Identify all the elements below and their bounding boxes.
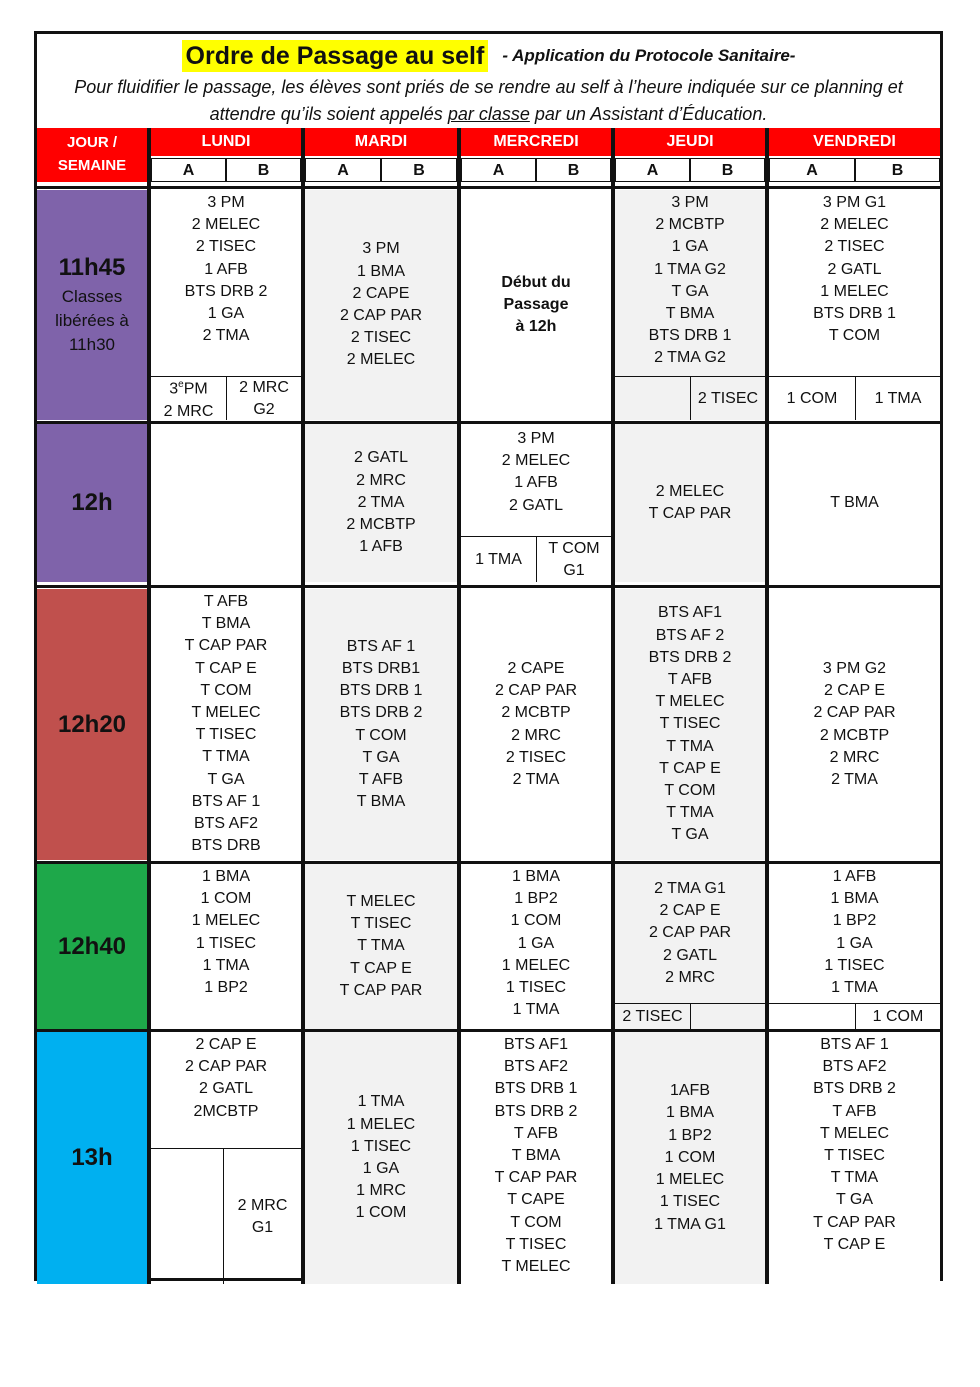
class-entry: 2 GATL [509,496,563,514]
class-entry: T GA [671,826,709,844]
cell-lundi-12h20 [151,589,301,860]
cell-mercredi-12h [461,424,611,536]
class-entry: T BMA [830,493,879,511]
cell-mardi-11h45 [305,190,457,420]
class-entry: BTS DRB 2 [813,1080,896,1098]
class-entry: 2 TMA [357,493,405,511]
time-slot-11h45 [37,190,147,420]
class-entry: T AFB [832,1102,877,1120]
subcell-a-lundi-13h [151,1148,223,1284]
cell-lundi-12h [151,424,301,582]
class-entry: 2 MELEC [346,351,416,369]
column-divider [457,128,461,1284]
cell-mercredi-13h [461,1032,611,1284]
class-entry: 2 TMA G2 [654,349,726,367]
cell-jeudi-12h [615,424,765,582]
subcell-a-vendredi-12h40 [769,1003,855,1029]
col-b-header: B [855,158,940,182]
class-entry: 1 MRC [356,1182,406,1200]
time-note: Classes libérées à 11h30 [55,287,129,354]
cell-mercredi-11h45 [461,190,611,420]
subcell-b-text [548,538,599,582]
class-entry: T MELEC [191,704,261,722]
subcell-b-lundi-13h [223,1148,301,1284]
class-entry: T TISEC [350,915,412,933]
class-entry: T AFB [203,593,249,610]
day-header-vendredi: VENDREDI [769,128,940,156]
intro-text: Pour fluidifier le passage, les élèves sont priés de se rendre au self à l’heure indiquée sur ce planning et attendre qu’ils soient appelés par classe par un Assistant d’Éducation. [74,77,903,124]
class-entry: T COM [355,726,407,744]
class-entry: 2 TISEC [195,238,257,256]
cell-vendredi-11h45 [769,190,940,376]
col-b-header: B [536,158,611,182]
cell-mardi-12h20 [305,589,457,860]
class-entry: T CAP PAR [494,1169,578,1187]
class-entry: 1 BP2 [832,912,877,930]
col-a-header: A [769,158,855,182]
class-entry: Passage [503,295,569,313]
class-entry: 3 PM G2 [822,659,887,677]
class-entry: T BMA [665,305,715,323]
class-entry: T MELEC [819,1124,890,1142]
class-entry: 1 BMA [511,868,560,885]
cell-jeudi-11h45 [615,190,765,376]
col-a-header: A [615,158,690,182]
class-entry: 1 TMA [831,979,878,997]
class-entry: BTS AF 2 [655,626,725,644]
class-entry: T GA [671,282,709,300]
cell-lundi-12h40 [151,864,301,1029]
class-entry: 2 MRC [237,1196,288,1214]
class-entry: 1 TMA [202,956,250,974]
class-entry: 2 CAP E [823,682,886,700]
class-entry: 2 TISEC [824,238,885,256]
cell-mardi-12h40 [305,864,457,1029]
cell-jeudi-12h40 [615,864,765,1003]
day-header-mercredi: MERCREDI [461,128,611,156]
class-entry: T AFB [513,1124,559,1142]
schedule-sheet [34,31,943,1281]
class-entry: 2 MELEC [501,452,571,470]
time-label: 12h [71,489,113,516]
class-entry: BTS AF 1 [191,792,261,810]
subcell-b-text [239,377,289,421]
column-divider [611,128,615,1284]
cell-vendredi-12h [769,424,940,582]
time-label: 12h20 [57,710,127,738]
row-separator [37,186,940,189]
class-entry: 2 TMA [512,770,560,788]
class-entry: 1 AFB [514,474,558,492]
class-entry: BTS AF1 [503,1036,569,1053]
cell-mercredi-12h40 [461,864,611,1029]
class-entry: à 12h [515,318,557,336]
class-entry: BTS DRB 1 [494,1080,578,1098]
time-slot-12h [37,424,147,582]
day-header-mardi: MARDI [305,128,457,156]
class-entry: T TISEC [659,715,721,733]
cell-jeudi-13h [615,1032,765,1284]
class-entry: 1 COM [664,1148,716,1166]
class-entry: T GA [835,1191,874,1209]
class-entry: BTS AF 1 [346,637,416,655]
class-entry: 3 PM [671,194,709,211]
class-entry: 1 GA [207,305,245,323]
class-entry: 2 CAP E [659,902,721,920]
subcell-b-text [875,388,922,410]
subcell-b-vendredi-12h40 [855,1003,940,1029]
class-entry: 2 TMA [202,327,250,345]
class-entry: 2 MRC [511,726,561,744]
subcell-a-mercredi-12h [461,536,536,582]
class-entry: BTS DRB 2 [494,1102,578,1120]
class-entry: T COM [200,681,252,699]
class-entry: T CAP PAR [184,637,268,655]
class-entry: G2 [253,400,275,418]
class-entry: 1 GA [362,1160,400,1177]
class-entry: 2 GATL [827,260,882,278]
subcell-a-text [164,374,214,422]
subcell-b-vendredi-11h45 [855,376,940,420]
class-entry: 2 CAP PAR [813,704,896,722]
day-header-lundi: LUNDI [151,128,301,156]
column-divider [765,128,769,1284]
class-entry: 1 TISEC [505,979,567,997]
day-header-jeudi: JEUDI [615,128,765,156]
class-entry: 2 TISEC [622,1007,683,1025]
corner-label: JOUR / SEMAINE [57,134,127,174]
class-entry: 2 MELEC [655,482,725,500]
class-entry: 2 MCBTP [501,704,571,722]
column-divider [147,128,151,1284]
class-entry: T CAP PAR [813,1213,896,1231]
class-entry: BTS DRB 2 [184,282,268,300]
class-entry: T CAPE [507,1191,565,1209]
class-entry: BTS DRB 1 [813,305,896,323]
class-entry: 1 BP2 [668,1126,712,1144]
class-entry: 1 BMA [665,1104,714,1122]
class-entry: 2 GATL [199,1080,253,1098]
class-entry: 2MCBTP [193,1102,259,1120]
subcell-b-text [873,1006,924,1028]
class-entry: BTS AF2 [822,1058,887,1076]
col-b-header: B [226,158,301,182]
class-entry: 2 CAPE [507,659,565,677]
class-entry: 1 TISEC [824,956,885,974]
class-entry: T GA [207,770,245,788]
class-entry: 1 COM [872,1007,924,1025]
time-label: 13h [71,1144,113,1171]
subcell-b-mercredi-12h [536,536,611,582]
class-entry: 1 AFB [359,538,403,556]
class-entry: BTS DRB 1 [648,327,732,345]
class-entry: 1 TISEC [195,934,257,952]
class-entry: 1 TMA [357,1093,405,1111]
class-entry: 1 TMA [512,1001,560,1019]
class-entry: 1 BP2 [514,890,558,908]
class-entry: 2 MCBTP [655,216,725,234]
class-entry: 2 CAPE [352,284,410,302]
class-entry: T CAP E [823,1235,886,1253]
header [37,34,940,128]
class-entry: 1 MELEC [191,912,261,930]
class-entry: 1 TMA G2 [654,260,726,278]
subcell-a-lundi-11h45 [151,376,226,420]
class-entry: T TISEC [195,726,257,744]
subcell-a-text [475,549,522,571]
class-entry: T CAP E [195,659,257,677]
class-entry: 2 MCBTP [346,516,416,534]
class-entry: 1 AFB [832,868,877,885]
class-entry: 3ePM [169,379,208,398]
subcell-a-jeudi-12h40 [615,1003,690,1029]
class-entry: 2 CAP PAR [648,924,732,942]
class-entry: BTS DRB 1 [339,682,423,700]
class-entry: 2 TISEC [350,329,412,347]
class-entry: 2 CAP PAR [184,1058,268,1076]
subcell-a-vendredi-11h45 [769,376,855,420]
cell-vendredi-13h [769,1032,940,1284]
cell-lundi-13h [151,1032,301,1148]
class-entry: 1 TMA G1 [654,1215,726,1233]
class-entry: G1 [563,561,585,579]
class-entry: 2 CAP PAR [339,307,423,324]
class-entry: 1AFB [669,1082,710,1100]
class-entry: BTS AF2 [193,815,259,833]
class-entry: T MELEC [501,1258,571,1276]
cell-lundi-11h45 [151,190,301,376]
class-entry: BTS AF 1 [820,1036,889,1053]
class-entry: 1 COM [355,1204,407,1222]
class-entry: T TISEC [824,1147,885,1165]
subcell-b-text [238,1195,288,1239]
class-entry: 1 GA [671,238,709,256]
class-entry: BTS DRB 2 [648,648,732,666]
class-entry: 1 TMA [874,389,922,407]
class-entry: T GA [362,748,400,766]
subcell-a-text [787,388,838,410]
column-divider [301,128,305,1284]
class-entry: 1 BMA [830,890,879,908]
class-entry: 3 PM [362,240,400,258]
class-entry: BTS DRB 2 [339,704,423,722]
col-a-header: A [461,158,536,182]
class-entry: T BMA [356,793,406,811]
class-entry: 2 TISEC [697,389,759,407]
class-entry: 2 TISEC [505,748,567,766]
class-entry: 1 MELEC [501,956,571,974]
cell-mardi-12h [305,424,457,582]
cell-jeudi-12h20 [615,589,765,860]
class-entry: 2 MRC [239,378,289,396]
class-entry: 1 TISEC [350,1137,412,1155]
corner-header [37,128,147,182]
time-label: 11h45 [58,254,126,281]
subcell-a-jeudi-11h45 [615,376,690,420]
time-slot-12h20 [37,589,147,860]
class-entry: T BMA [511,1147,561,1165]
class-entry: 1 GA [836,934,873,952]
class-entry: 1 MELEC [820,282,889,300]
class-entry: T TMA [830,1169,879,1187]
col-b-header: B [381,158,457,182]
class-entry: 2 TMA [831,770,878,788]
class-entry: 2 CAP PAR [494,682,578,700]
class-entry: T TISEC [505,1235,567,1253]
class-entry: T BMA [201,615,251,633]
class-entry: BTS DRB [191,837,261,855]
class-entry: T COM [510,1213,562,1231]
class-entry: T CAP E [659,759,721,777]
page-subtitle: - Application du Protocole Sanitaire- [502,46,796,65]
col-a-header: A [305,158,381,182]
class-entry: 1 BMA [201,868,250,885]
class-entry: Début du [501,273,571,291]
class-entry: 2 MRC [356,471,406,489]
class-entry: G1 [251,1218,274,1236]
cell-vendredi-12h20 [769,589,940,860]
class-entry: 1 MELEC [346,1115,416,1133]
class-entry: 1 AFB [204,260,248,278]
class-entry: T COM [548,539,600,557]
class-entry: 1 TMA [475,550,522,568]
class-entry: T COM [828,327,881,345]
class-entry: 1 COM [200,890,252,908]
subcell-b-jeudi-12h40 [690,1003,765,1029]
class-entry: BTS AF1 [657,604,723,622]
row-separator [37,585,940,588]
class-entry: T CAP PAR [339,981,423,999]
col-b-header: B [690,158,765,182]
class-entry: T CAP PAR [648,505,732,522]
class-entry: 1 MELEC [655,1171,725,1189]
class-entry: 1 BP2 [204,979,248,997]
cell-vendredi-12h40 [769,864,940,1003]
class-entry: 2 GATL [663,946,717,964]
time-slot-13h [37,1032,147,1284]
class-entry: 2 GATL [354,449,408,467]
col-a-header: A [151,158,226,182]
class-entry: T TMA [202,748,250,766]
subcell-b-lundi-11h45 [226,376,301,420]
class-entry: BTS AF2 [503,1058,569,1076]
class-entry: T MELEC [655,693,725,711]
subcell-b-jeudi-11h45 [690,376,765,420]
class-entry: 2 MELEC [191,216,261,234]
class-entry: 2 CAP E [195,1036,257,1053]
class-entry: 1 COM [510,912,562,930]
class-entry: BTS DRB1 [341,659,421,677]
class-entry: T TMA [666,737,714,755]
time-label: 12h40 [57,932,127,960]
class-entry: T TMA [666,804,714,822]
class-entry: 1 BMA [356,262,405,280]
cell-mardi-13h [305,1032,457,1284]
class-entry: 1 GA [517,934,555,952]
class-entry: 2 MRC [163,402,214,420]
subcell-b-text [698,388,758,410]
subcell-a-text [622,1006,682,1028]
class-entry: 1 TISEC [659,1193,721,1211]
class-entry: T AFB [667,670,713,688]
class-entry: T MELEC [346,892,416,910]
class-entry: T AFB [358,770,404,788]
class-entry: 3 PM G1 [822,194,887,211]
class-entry: T TMA [357,937,405,955]
class-entry: 1 COM [786,389,838,407]
class-entry: 2 MELEC [820,216,889,234]
class-entry: 2 MRC [665,968,715,986]
page-title: Ordre de Passage au self [182,40,489,72]
class-entry: T COM [664,782,716,799]
class-entry: 3 PM [207,194,245,211]
class-entry: 2 TMA G1 [654,879,726,897]
underlined-text: par classe [447,104,530,124]
class-entry: 2 MRC [829,748,880,766]
cell-mercredi-12h20 [461,589,611,860]
class-entry: 3 PM [517,430,555,447]
class-entry: T CAP E [350,959,412,977]
class-entry: 2 MCBTP [819,726,890,744]
time-slot-12h40 [37,864,147,1029]
